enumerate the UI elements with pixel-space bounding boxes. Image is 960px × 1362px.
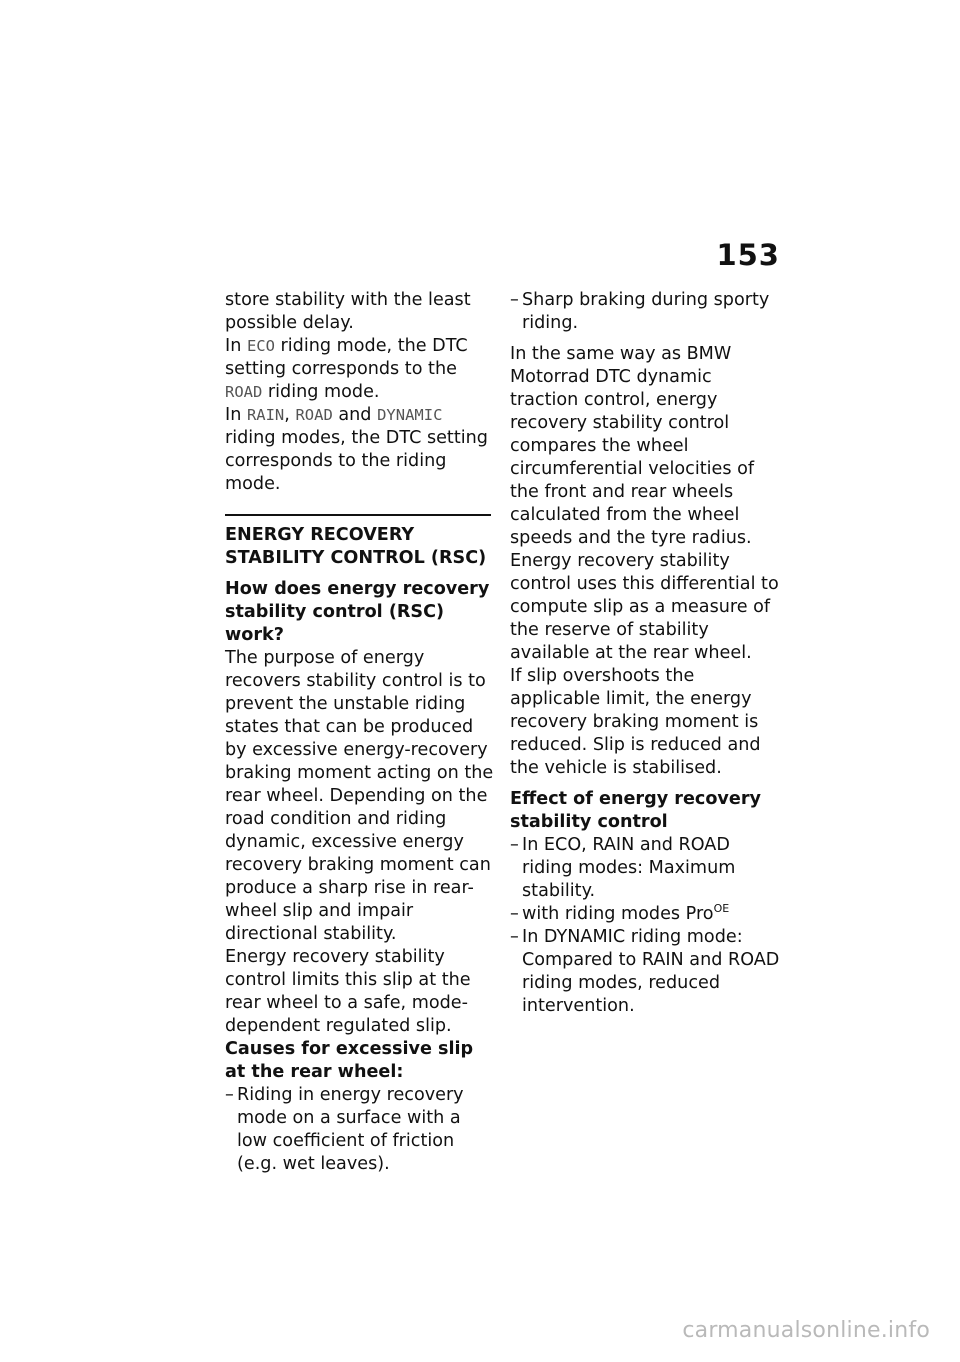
limits-paragraph: Energy recovery stability control limits this slip at the rear wheel to a safe, mode-dependent regulated slip. xyxy=(225,947,471,1036)
list-item xyxy=(510,289,785,335)
overshoot-paragraph: If slip overshoots the applicable limit, the energy recovery braking moment is reduced. Slip is reduced and the vehicle is stabilised. xyxy=(510,666,761,778)
eco-post-text: riding mode, the DTC setting corresponds to the xyxy=(225,336,468,379)
eco-mode-paragraph xyxy=(225,335,495,404)
dash-bullet: – xyxy=(225,1085,234,1105)
eco-pre-text: In xyxy=(225,336,247,356)
dash-bullet: – xyxy=(510,835,519,855)
dash-bullet: – xyxy=(510,927,519,947)
list-item xyxy=(225,1084,495,1176)
eco-mode-label: ECO xyxy=(246,337,275,355)
intro-paragraph: store stability with the least possible delay. xyxy=(225,290,471,333)
list-item-text: In ECO, RAIN and ROAD riding modes: Maximum stability. xyxy=(522,835,736,901)
effects-list xyxy=(510,834,785,1018)
comma-text: , xyxy=(284,405,296,425)
right-column xyxy=(510,289,785,1018)
effect-heading: Effect of energy recovery stability control xyxy=(510,789,761,832)
causes-list xyxy=(225,1084,495,1176)
oe-superscript: OE xyxy=(713,902,730,916)
question-heading: How does energy recovery stability control (RSC) work? xyxy=(225,579,490,645)
dash-bullet: – xyxy=(510,290,519,310)
rain-mode-label: RAIN xyxy=(246,406,285,424)
section-heading: ENERGY RECOVERY STABILITY CONTROL (RSC) xyxy=(225,525,487,568)
list-item-text: Sharp braking during sporty riding. xyxy=(522,290,770,333)
list-item xyxy=(510,834,785,903)
road-post-text: riding mode. xyxy=(262,382,380,402)
modes-paragraph xyxy=(225,404,495,496)
dynamic-mode-label: DYNAMIC xyxy=(377,406,443,424)
page-number: 153 xyxy=(716,238,780,272)
pro-text: with riding modes Pro xyxy=(522,904,714,924)
same-way-paragraph: In the same way as BMW Motorrad DTC dynamic traction control, energy recovery stability control compares the wheel circumferential velocities of the front and rear wheels calculated from the wheel speeds and the tyre radius. Energy recovery stability control uses this differential to compute slip as a measure of the reserve of stability available at the rear wheel. xyxy=(510,344,779,663)
purpose-paragraph: The purpose of energy recovers stability control is to prevent the unstable riding states that can be produced by excessive energy-recovery braking moment acting on the rear wheel. Depending on the road condition and riding dynamic, excessive energy recovery braking moment can produce a sharp rise in rear-wheel slip and impair directional stability. xyxy=(225,648,494,944)
dash-bullet: – xyxy=(510,904,519,924)
watermark: carmanualsonline.info xyxy=(682,1318,930,1343)
modes-post-text: riding modes, the DTC setting corresponds to the riding mode. xyxy=(225,428,488,494)
list-item xyxy=(510,926,785,1018)
left-column xyxy=(225,289,495,1176)
and-text: and xyxy=(332,405,378,425)
causes-heading: Causes for excessive slip at the rear wheel: xyxy=(225,1039,474,1082)
list-item xyxy=(510,903,785,926)
causes-list-continued xyxy=(510,289,785,335)
list-item-text: In DYNAMIC riding mode: Compared to RAIN and ROAD riding modes, reduced intervention. xyxy=(522,927,780,1016)
list-item-text: Riding in energy recovery mode on a surface with a low coefficient of friction (e.g. wet leaves). xyxy=(237,1085,464,1174)
list-item-text xyxy=(522,903,785,926)
road-mode-label: ROAD xyxy=(225,383,263,401)
road-mode-label-2: ROAD xyxy=(295,406,333,424)
modes-pre-text: In xyxy=(225,405,247,425)
section-divider xyxy=(225,514,491,516)
